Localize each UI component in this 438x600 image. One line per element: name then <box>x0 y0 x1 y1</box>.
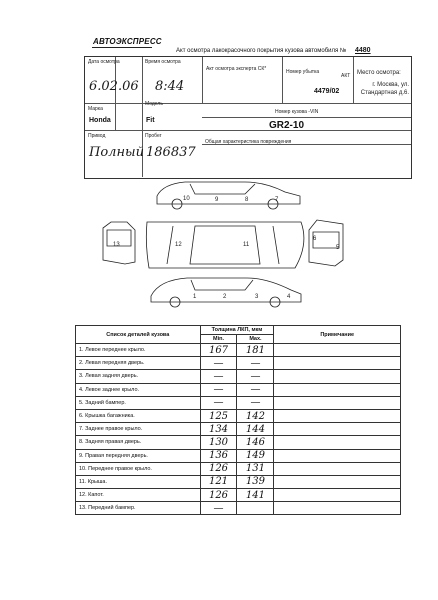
time-value: 8:44 <box>155 79 185 94</box>
note-cell <box>274 383 401 396</box>
part-cell: 12. Капот. <box>76 489 201 502</box>
min-cell: — <box>200 396 237 409</box>
table-row <box>76 475 401 488</box>
min-cell: 134 <box>200 423 237 436</box>
part-cell: 8. Задняя правая дверь. <box>76 436 201 449</box>
model-label: Модель <box>145 101 163 107</box>
note-cell <box>274 409 401 422</box>
table-row <box>76 357 401 370</box>
part-cell: 11. Крыша. <box>76 475 201 488</box>
min-cell: — <box>200 370 237 383</box>
expert-label: Акт осмотра эксперта СК* <box>206 66 267 72</box>
table-row <box>76 449 401 462</box>
note-cell <box>274 357 401 370</box>
place-value: г. Москва, ул. Стандартная д.6. <box>360 82 409 96</box>
act-number: 4480 <box>355 47 371 54</box>
date-label: Дата осмотра <box>88 59 120 65</box>
min-cell: — <box>200 383 237 396</box>
min-cell: — <box>200 502 237 515</box>
loss-label: Номер убытка <box>286 69 320 75</box>
table-row <box>76 370 401 383</box>
col-min-header: Min. <box>200 335 237 344</box>
part-cell: 9. Правая передняя дверь. <box>76 449 201 462</box>
col-max-header: Max. <box>237 335 274 344</box>
note-cell <box>274 449 401 462</box>
max-cell: — <box>237 396 274 409</box>
max-cell: 181 <box>237 344 274 357</box>
place-label: Место осмотра: <box>357 70 401 76</box>
max-cell: 149 <box>237 449 274 462</box>
zone-label-6: 6 <box>313 236 317 242</box>
zone-label-1: 1 <box>193 294 197 300</box>
min-cell: 125 <box>200 409 237 422</box>
table-row <box>76 344 401 357</box>
table-row <box>76 409 401 422</box>
vin-value: GR2-10 <box>269 120 305 131</box>
drive-value: Полный <box>89 145 144 160</box>
max-cell: 141 <box>237 489 274 502</box>
table-row <box>76 489 401 502</box>
part-cell: 2. Левая передняя дверь. <box>76 357 201 370</box>
table-row <box>76 396 401 409</box>
zone-label-8: 8 <box>245 197 249 203</box>
note-cell <box>274 370 401 383</box>
min-cell: 126 <box>200 489 237 502</box>
zone-label-5: 5 <box>336 245 340 251</box>
mileage-label: Пробег <box>145 133 162 139</box>
max-cell: 146 <box>237 436 274 449</box>
table-row <box>76 462 401 475</box>
note-cell <box>274 502 401 515</box>
car-body-diagram <box>95 178 350 308</box>
company-logo: АВТОЭКСПРЕСС <box>93 37 162 46</box>
part-cell: 13. Передний бампер. <box>76 502 201 515</box>
header-form-grid <box>84 56 412 179</box>
part-cell: 4. Левое заднее крыло. <box>76 383 201 396</box>
act-label: АКТ <box>341 73 351 79</box>
max-cell: — <box>237 357 274 370</box>
min-cell: — <box>200 357 237 370</box>
zone-label-10: 10 <box>183 196 190 202</box>
col-note-header: Примечание <box>274 326 401 344</box>
note-cell <box>274 462 401 475</box>
thickness-table <box>75 325 401 515</box>
part-cell: 10. Переднее правое крыло. <box>76 462 201 475</box>
time-label: Время осмотра <box>145 59 181 65</box>
loss-value: 4479/02 <box>314 88 340 95</box>
zone-label-4: 4 <box>287 294 291 300</box>
min-cell: 126 <box>200 462 237 475</box>
note-cell <box>274 489 401 502</box>
zone-label-11: 11 <box>243 242 250 248</box>
min-cell: 167 <box>200 344 237 357</box>
vin-label: Номер кузова -VIN <box>275 109 319 115</box>
col-parts-header: Список деталей кузова <box>76 326 201 344</box>
zone-label-13: 13 <box>113 242 120 248</box>
make-value: Honda <box>89 117 111 124</box>
zone-label-9: 9 <box>215 197 219 203</box>
max-cell: 142 <box>237 409 274 422</box>
max-cell: 131 <box>237 462 274 475</box>
note-cell <box>274 436 401 449</box>
max-cell: — <box>237 370 274 383</box>
zone-label-7: 7 <box>275 197 279 203</box>
note-cell <box>274 475 401 488</box>
damage-label: Общая характеристика повреждения <box>205 139 292 145</box>
note-cell <box>274 396 401 409</box>
part-cell: 6. Крышка багажника. <box>76 409 201 422</box>
part-cell: 3. Левая задняя дверь. <box>76 370 201 383</box>
max-cell: 144 <box>237 423 274 436</box>
table-row <box>76 383 401 396</box>
table-row <box>76 502 401 515</box>
table-row <box>76 436 401 449</box>
form-title: Акт осмотра лакокрасочного покрытия кузова автомобиля № <box>176 48 347 54</box>
mileage-value: 186837 <box>146 145 196 160</box>
col-thickness-header: Толщина ЛКП, мкм <box>200 326 274 335</box>
make-label: Марка <box>88 106 103 112</box>
logo-underline <box>92 47 152 48</box>
note-cell <box>274 423 401 436</box>
zone-label-12: 12 <box>175 242 182 248</box>
part-cell: 7. Заднее правое крыло. <box>76 423 201 436</box>
part-cell: 1. Левое переднее крыло. <box>76 344 201 357</box>
part-cell: 5. Задний бампер. <box>76 396 201 409</box>
model-value: Fit <box>146 117 155 124</box>
min-cell: 121 <box>200 475 237 488</box>
max-cell: — <box>237 383 274 396</box>
zone-label-2: 2 <box>223 294 227 300</box>
max-cell <box>237 502 274 515</box>
note-cell <box>274 344 401 357</box>
min-cell: 136 <box>200 449 237 462</box>
table-row <box>76 423 401 436</box>
max-cell: 139 <box>237 475 274 488</box>
zone-label-3: 3 <box>255 294 259 300</box>
drive-label: Привод <box>88 133 106 139</box>
date-value: 6.02.06 <box>89 79 139 94</box>
min-cell: 130 <box>200 436 237 449</box>
